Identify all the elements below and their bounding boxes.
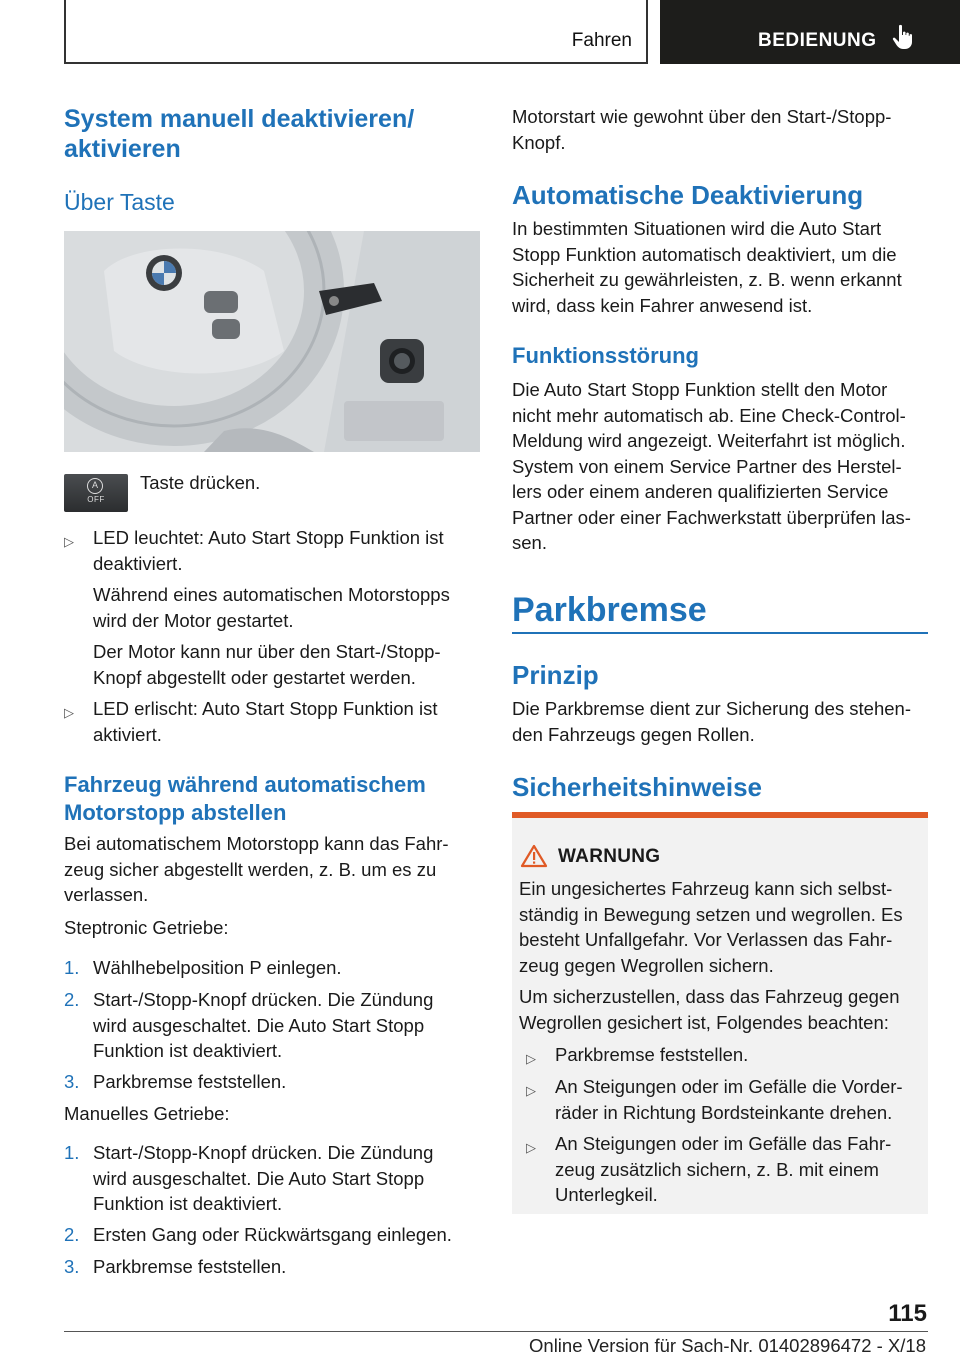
triangle-bullet-icon: ▷: [526, 1051, 536, 1066]
warning-box: WARNUNG Ein ungesichertes Fahrzeug kann sich selbst- ständig in Bewegung setzen und wegrollen. Es besteht Unfallgefahr. Vor Verlassen das Fahr- zeug gegen Wegrollen sichern. Um sicherzustellen, dass das Fahrzeug gegen Wegrollen gesichert ist, Folgendes beachten: ▷ Parkbremse feststellen. ▷ An Steigungen oder im Gefälle die Vorder- räder in Richtung Bordsteinkante drehen. ▷ An Steigungen oder im Gefälle das Fahr- zeug zusätzlich sichern, z. B. mit einem Unterlegkeil.: [512, 812, 928, 1214]
warning-paragraph-2: Um sicherzustellen, dass das Fahrzeug gegen Wegrollen gesichert ist, Folgendes beachten:: [519, 986, 900, 1033]
heading-funktionsstoerung: Funktionsstörung: [512, 343, 699, 368]
hand-pointer-icon: [892, 24, 914, 50]
taste-druecken-text: Taste drücken.: [140, 472, 261, 493]
header-chapter-tab: [660, 0, 960, 64]
stoerung-text: Die Auto Start Stopp Funktion stellt den Motor nicht mehr automatisch ab. Eine Check-Control- Meldung wird angezeigt. Weiterfahrt ist möglich. System von einem Service Partner des Herstel- lers oder einem anderen qualifizierten Service Partner oder einer Fachwerkstatt überprüfen las- sen.: [512, 379, 911, 553]
triangle-bullet-icon: ▷: [64, 534, 74, 549]
auto-start-stop-off-button-image: [64, 474, 128, 512]
steering-wheel-photo: [64, 231, 480, 452]
heading-prinzip: Prinzip: [512, 660, 599, 690]
heading-manual-deactivate: System manuell deaktivieren/ aktivieren: [64, 105, 415, 163]
header-section-label: Fahren: [571, 30, 632, 51]
warning-paragraph-1: Ein ungesichertes Fahrzeug kann sich selbst- ständig in Bewegung setzen und wegrollen. Es besteht Unfallgefahr. Vor Verlassen das Fahr- zeug gegen Wegrollen sichern.: [519, 878, 903, 976]
abstellen-intro: Bei automatischem Motorstopp kann das Fahr- zeug sicher abgestellt werden, z. B. um es zu verlassen.: [64, 833, 449, 905]
automatisch-text: In bestimmten Situationen wird die Auto Start Stopp Funktion automatisch deaktiviert, um die Sicherheit zu gewährleisten, z. B. wenn erkannt wird, dass kein Fahrer anwesend ist.: [512, 218, 902, 316]
warning-triangle-icon: [520, 844, 548, 868]
header-section-box: [64, 0, 648, 64]
prinzip-text: Die Parkbremse dient zur Sicherung des stehen- den Fahrzeugs gegen Rollen.: [512, 698, 911, 745]
footer-rule: [64, 1331, 928, 1332]
parkbremse-rule: [512, 632, 928, 634]
heading-ueber-taste: Über Taste: [64, 189, 175, 215]
led-paragraph-2: Während eines automatischen Motorstopps wird der Motor gestartet.: [93, 584, 450, 631]
led-paragraph-3: Der Motor kann nur über den Start-/Stopp- Knopf abgestellt oder gestartet werden.: [93, 641, 441, 688]
heading-parkbremse: Parkbremse: [512, 591, 707, 629]
footer-text: Online Version für Sach-Nr. 01402896472 - X/18: [529, 1335, 926, 1356]
motorstart-text: Motorstart wie gewohnt über den Start-/Stopp- Knopf.: [512, 106, 892, 153]
steptronic-label: Steptronic Getriebe:: [64, 917, 229, 938]
triangle-bullet-icon: ▷: [64, 705, 74, 720]
manuell-label: Manuelles Getriebe:: [64, 1103, 230, 1124]
heading-fahrzeug-abstellen: Fahrzeug während automatischem Motorstopp abstellen: [64, 772, 426, 825]
header-chapter-label: BEDIENUNG: [758, 30, 877, 51]
page-number: 115: [888, 1300, 927, 1327]
heading-sicherheitshinweise: Sicherheitshinweise: [512, 772, 762, 802]
triangle-bullet-icon: ▷: [526, 1140, 536, 1155]
button-off-label: OFF: [87, 495, 105, 504]
heading-automatische-deaktivierung: Automatische Deaktivierung: [512, 180, 864, 210]
warning-title: WARNUNG: [558, 846, 661, 867]
auto-start-stop-icon: A: [87, 478, 103, 494]
triangle-bullet-icon: ▷: [526, 1083, 536, 1098]
